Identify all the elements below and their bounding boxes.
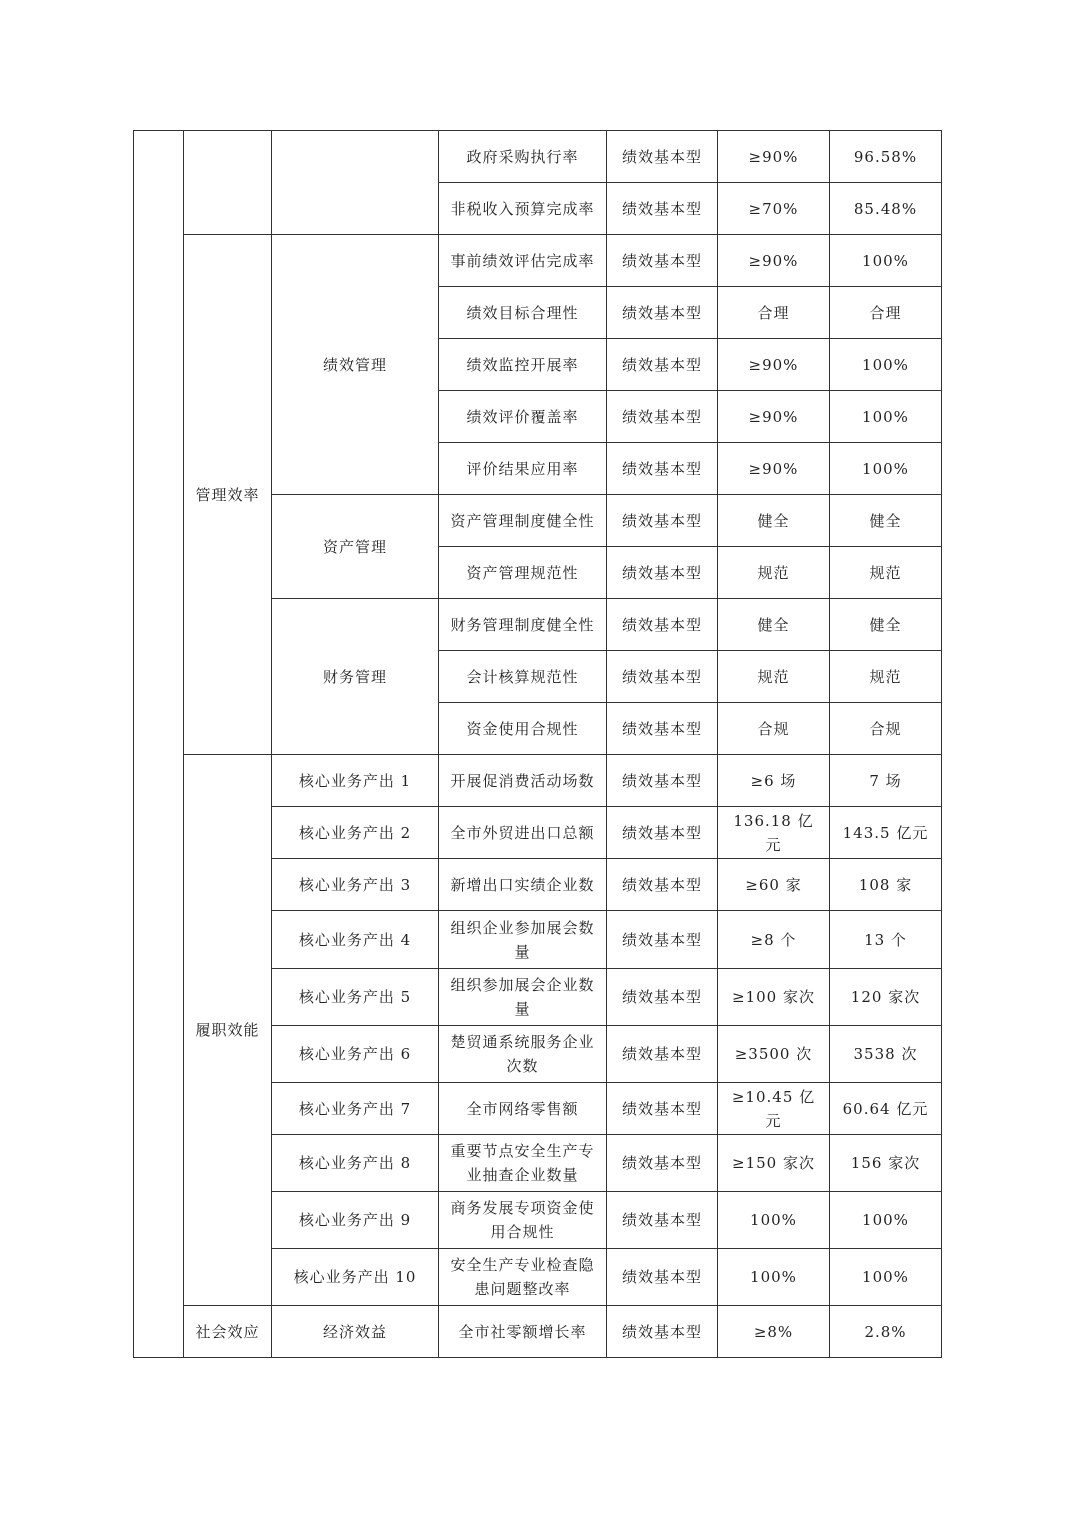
type-cell: 绩效基本型: [607, 1249, 718, 1306]
actual-cell: 2.8%: [830, 1306, 942, 1358]
actual-cell: 100%: [830, 1249, 942, 1306]
indicator-cell: 商务发展专项资金使用合规性: [439, 1192, 607, 1249]
level3-cell: [272, 131, 439, 235]
indicator-cell: 组织参加展会企业数量: [439, 969, 607, 1026]
target-cell: ≥8 个: [718, 911, 830, 969]
type-cell: 绩效基本型: [607, 859, 718, 911]
actual-cell: 7 场: [830, 755, 942, 807]
level3-cell: 核心业务产出 10: [272, 1249, 439, 1306]
level3-cell: 核心业务产出 4: [272, 911, 439, 969]
actual-cell: 143.5 亿元: [830, 807, 942, 859]
type-cell: 绩效基本型: [607, 339, 718, 391]
level3-cell: 资产管理: [272, 495, 439, 599]
type-cell: 绩效基本型: [607, 599, 718, 651]
type-cell: 绩效基本型: [607, 547, 718, 599]
table-row: [134, 131, 942, 183]
target-cell: 规范: [718, 651, 830, 703]
table-body: [134, 131, 942, 1358]
target-cell: ≥150 家次: [718, 1135, 830, 1192]
indicator-cell: 资产管理规范性: [439, 547, 607, 599]
actual-cell: 13 个: [830, 911, 942, 969]
indicator-cell: 绩效目标合理性: [439, 287, 607, 339]
target-cell: ≥10.45 亿元: [718, 1083, 830, 1135]
actual-cell: 100%: [830, 339, 942, 391]
target-cell: 100%: [718, 1192, 830, 1249]
level2-cell: 履职效能: [184, 755, 272, 1306]
level1-cell: [134, 131, 184, 1358]
indicator-cell: 绩效监控开展率: [439, 339, 607, 391]
indicator-cell: 全市社零额增长率: [439, 1306, 607, 1358]
type-cell: 绩效基本型: [607, 703, 718, 755]
type-cell: 绩效基本型: [607, 651, 718, 703]
target-cell: ≥90%: [718, 339, 830, 391]
level3-cell: 核心业务产出 6: [272, 1026, 439, 1083]
type-cell: 绩效基本型: [607, 495, 718, 547]
target-cell: ≥70%: [718, 183, 830, 235]
target-cell: ≥100 家次: [718, 969, 830, 1026]
type-cell: 绩效基本型: [607, 1192, 718, 1249]
actual-cell: 100%: [830, 1192, 942, 1249]
level3-cell: 绩效管理: [272, 235, 439, 495]
indicator-cell: 资金使用合规性: [439, 703, 607, 755]
target-cell: 合理: [718, 287, 830, 339]
table-row: [134, 755, 942, 807]
indicator-cell: 事前绩效评估完成率: [439, 235, 607, 287]
target-cell: ≥90%: [718, 235, 830, 287]
actual-cell: 健全: [830, 599, 942, 651]
level2-cell: [184, 131, 272, 235]
indicator-cell: 组织企业参加展会数量: [439, 911, 607, 969]
indicator-cell: 安全生产专业检查隐患问题整改率: [439, 1249, 607, 1306]
indicator-cell: 资产管理制度健全性: [439, 495, 607, 547]
actual-cell: 100%: [830, 391, 942, 443]
level3-cell: 财务管理: [272, 599, 439, 755]
type-cell: 绩效基本型: [607, 391, 718, 443]
actual-cell: 合规: [830, 703, 942, 755]
target-cell: ≥90%: [718, 443, 830, 495]
type-cell: 绩效基本型: [607, 443, 718, 495]
level3-cell: 核心业务产出 7: [272, 1083, 439, 1135]
actual-cell: 156 家次: [830, 1135, 942, 1192]
level2-cell: 管理效率: [184, 235, 272, 755]
type-cell: 绩效基本型: [607, 807, 718, 859]
indicator-cell: 政府采购执行率: [439, 131, 607, 183]
target-cell: 合规: [718, 703, 830, 755]
target-cell: ≥8%: [718, 1306, 830, 1358]
type-cell: 绩效基本型: [607, 969, 718, 1026]
level3-cell: 核心业务产出 9: [272, 1192, 439, 1249]
level3-cell: 核心业务产出 2: [272, 807, 439, 859]
indicator-cell: 全市网络零售额: [439, 1083, 607, 1135]
actual-cell: 60.64 亿元: [830, 1083, 942, 1135]
indicator-cell: 楚贸通系统服务企业次数: [439, 1026, 607, 1083]
actual-cell: 合理: [830, 287, 942, 339]
type-cell: 绩效基本型: [607, 1135, 718, 1192]
level2-cell: 社会效应: [184, 1306, 272, 1358]
table-row: [134, 235, 942, 287]
target-cell: 健全: [718, 495, 830, 547]
type-cell: 绩效基本型: [607, 1026, 718, 1083]
target-cell: ≥3500 次: [718, 1026, 830, 1083]
level3-cell: 经济效益: [272, 1306, 439, 1358]
type-cell: 绩效基本型: [607, 1083, 718, 1135]
indicator-cell: 会计核算规范性: [439, 651, 607, 703]
target-cell: ≥90%: [718, 131, 830, 183]
indicator-cell: 全市外贸进出口总额: [439, 807, 607, 859]
actual-cell: 3538 次: [830, 1026, 942, 1083]
level3-cell: 核心业务产出 3: [272, 859, 439, 911]
target-cell: 100%: [718, 1249, 830, 1306]
target-cell: ≥90%: [718, 391, 830, 443]
actual-cell: 120 家次: [830, 969, 942, 1026]
actual-cell: 100%: [830, 235, 942, 287]
indicator-cell: 重要节点安全生产专业抽查企业数量: [439, 1135, 607, 1192]
indicator-cell: 非税收入预算完成率: [439, 183, 607, 235]
target-cell: 136.18 亿元: [718, 807, 830, 859]
level3-cell: 核心业务产出 5: [272, 969, 439, 1026]
type-cell: 绩效基本型: [607, 287, 718, 339]
type-cell: 绩效基本型: [607, 235, 718, 287]
actual-cell: 健全: [830, 495, 942, 547]
indicator-cell: 财务管理制度健全性: [439, 599, 607, 651]
type-cell: 绩效基本型: [607, 183, 718, 235]
actual-cell: 100%: [830, 443, 942, 495]
indicator-cell: 新增出口实绩企业数: [439, 859, 607, 911]
type-cell: 绩效基本型: [607, 131, 718, 183]
target-cell: 规范: [718, 547, 830, 599]
actual-cell: 96.58%: [830, 131, 942, 183]
actual-cell: 108 家: [830, 859, 942, 911]
target-cell: ≥6 场: [718, 755, 830, 807]
actual-cell: 规范: [830, 547, 942, 599]
target-cell: ≥60 家: [718, 859, 830, 911]
type-cell: 绩效基本型: [607, 911, 718, 969]
target-cell: 健全: [718, 599, 830, 651]
indicator-cell: 开展促消费活动场数: [439, 755, 607, 807]
actual-cell: 规范: [830, 651, 942, 703]
actual-cell: 85.48%: [830, 183, 942, 235]
level3-cell: 核心业务产出 8: [272, 1135, 439, 1192]
indicator-cell: 绩效评价覆盖率: [439, 391, 607, 443]
type-cell: 绩效基本型: [607, 755, 718, 807]
level3-cell: 核心业务产出 1: [272, 755, 439, 807]
indicator-cell: 评价结果应用率: [439, 443, 607, 495]
table-row: [134, 1306, 942, 1358]
performance-indicator-table: [133, 130, 942, 1358]
type-cell: 绩效基本型: [607, 1306, 718, 1358]
